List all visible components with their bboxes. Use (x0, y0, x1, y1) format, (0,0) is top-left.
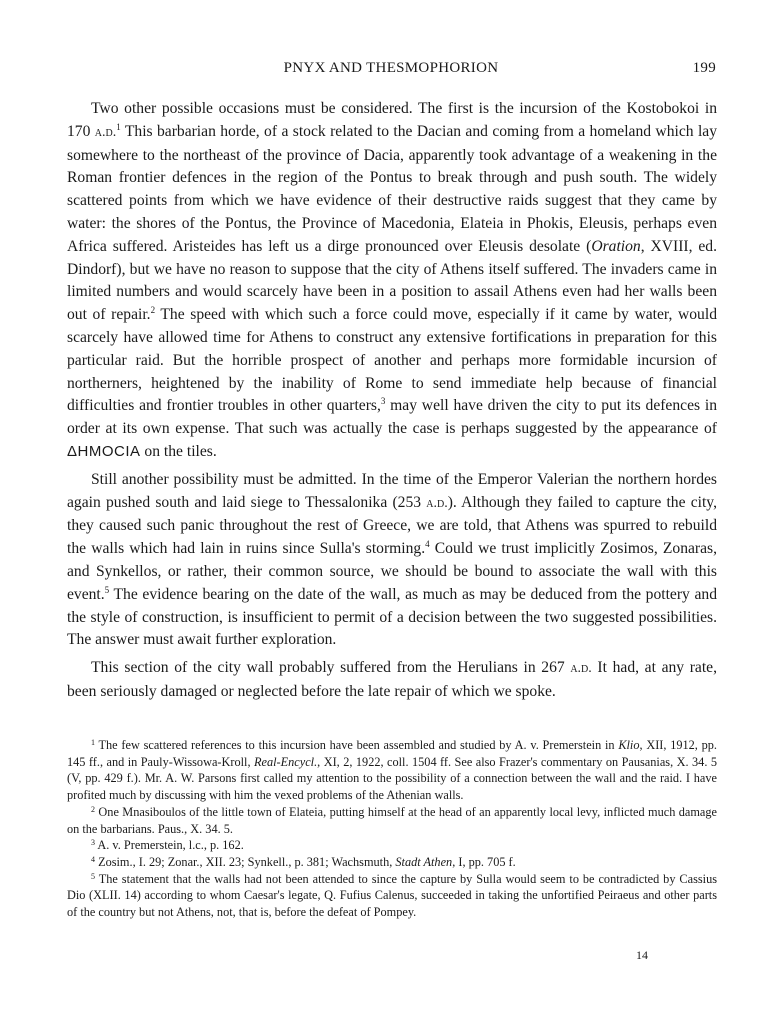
text-run: The statement that the walls had not been attended to since the capture by Sulla would seem to be contradicted by Cassius Dio (XLII. 14) according to whom Caesar's legate, Q. Fufius Calenus, succeeded in taking the unfortified Peiraeus and other parts of the country but not Athens, not, that is, before the defeat of Pompey. (67, 871, 717, 920)
footnote-3 (67, 837, 717, 854)
text-run: , XI, 2, 1922, coll. 1504 ff. See also Frazer's commentary on Pausanias, X. 34. 5 (V, pp. 429 f.). Mr. A. W. Parsons first called my attention to the possibility of a connection between the wall and the raid. I have profited much by discussing with him the vexed problems of the Athenian walls. (67, 754, 718, 803)
text-run: on the tiles. (140, 442, 217, 460)
footnote-ref-4: 4 (425, 539, 430, 550)
footnote-ref-5: 5 (104, 584, 110, 595)
paragraph-3 (67, 657, 717, 704)
text-run: Zosim., I. 29; Zonar., XII. 23; Synkell., p. 381; Wachsmuth, (95, 854, 396, 869)
paragraph-1 (67, 98, 717, 464)
footnote-ref-1: 1 (116, 121, 121, 132)
text-run: Still another possibility must be admitted. In the time of the Emperor Valerian the northern hordes again pushed south and laid siege to Thessalonika (253 (67, 470, 717, 511)
text-run: The few scattered references to this incursion have been assembled and studied by A. v. Premerstein in (95, 738, 619, 752)
text-run: , I, pp. 705 f. (452, 854, 516, 869)
text-run: Could we trust implicitly Zosimos, Zonaras, and Synkellos, or rather, their common source, we should be bound to associate the wall with this event. (67, 540, 718, 603)
footnote-ref-3: 3 (380, 396, 386, 407)
journal-title: Real-Encycl. (254, 754, 318, 769)
footnote-number: 5 (91, 871, 95, 881)
running-header (66, 60, 716, 82)
footnote-4 (67, 854, 717, 871)
text-run: , XVIII, ed. Dindorf), but we have no reason to suppose that the city of Athens itself suffered. The invaders came in limited numbers and would scarcely have been in a position to assail Athens even had her walls been out of repair. (67, 237, 717, 324)
text-run: , XII, 1912, pp. 145 ff., and in Pauly-Wissowa-Kroll, (67, 738, 718, 769)
text-run: It had, at any rate, been seriously damaged or neglected before the late repair of which we spoke. (67, 659, 717, 700)
text-run: ). Although they failed to capture the city, they caused such panic throughout the rest of Greece, we are told, that Athens was spurred to rebuild the walls which had lain in ruins since Sulla's storming. (67, 493, 717, 558)
era-abbrev: a.d. (426, 495, 448, 511)
main-text (67, 98, 717, 709)
text-run: This section of the city wall probably suffered from the Herulians in 267 (91, 659, 571, 677)
running-title: PNYX AND THESMOPHORION (283, 60, 499, 76)
text-run: Two other possible occasions must be considered. The first is the incursion of the Kostobokoi in 170 (67, 100, 717, 140)
footnote-5 (67, 871, 717, 921)
footnote-1 (67, 737, 717, 804)
era-abbrev: a.d. (570, 661, 592, 677)
text-run: This barbarian horde, of a stock related to the Dacian and coming from a homeland which lay somewhere to the northeast of the province of Dacia, apparently took advantage of a weakening in the Roman frontier defences in the region of the Pontus to break through and push south. The widely scattered points from which we have evidence of their destructive raids suggest that they came by water: the shores of the Pontus, the Province of Macedonia, Elateia in Phokis, Eleusis, perhaps even Africa suffered. Aristeides has left us a dirge pronounced over Eleusis desolate ( (67, 122, 717, 255)
page-number: 199 (692, 60, 716, 76)
text-run: may well have driven the city to put its defences in order at its own expense. That such was actually the case is perhaps suggested by the appearance of (67, 397, 717, 438)
footnote-number: 3 (91, 838, 95, 848)
footnote-2 (67, 804, 717, 837)
greek-inscription: ΔΗΜΟCΙΑ (67, 442, 141, 460)
era-abbrev: a.d. (94, 124, 117, 140)
text-run: A. v. Premerstein, l.c., p. 162. (95, 838, 244, 853)
paragraph-2 (67, 469, 717, 652)
footnote-number: 1 (91, 738, 95, 747)
footnote-number: 2 (91, 804, 95, 814)
signature-mark: 14 (636, 948, 648, 962)
journal-title: Klio (618, 738, 640, 752)
footnote-number: 4 (91, 854, 95, 864)
text-run: The speed with which such a force could move, especially if it came by water, would scarcely have allowed time for Athens to construct any extensive fortifications in preparation for this particular raid. But the horrible prospect of another and perhaps more formidable incursion of northerners, heightened by the inability of Rome to send immediate help because of financial difficulties and frontier troubles in other quarters, (67, 306, 717, 415)
footnote-ref-2: 2 (150, 305, 156, 316)
work-title: Oration (591, 237, 641, 255)
footnotes (67, 737, 717, 921)
text-run: One Mnasiboulos of the little town of Elateia, putting himself at the head of an apparently local levy, inflicted much damage on the barbarians. Paus., X. 34. 5. (67, 804, 717, 836)
book-title: Stadt Athen (395, 854, 453, 869)
text-run: The evidence bearing on the date of the wall, as much as may be deduced from the pottery and the style of construction, is insufficient to permit of a decision between the two suggested possibilities. The answer must await further exploration. (67, 585, 717, 649)
